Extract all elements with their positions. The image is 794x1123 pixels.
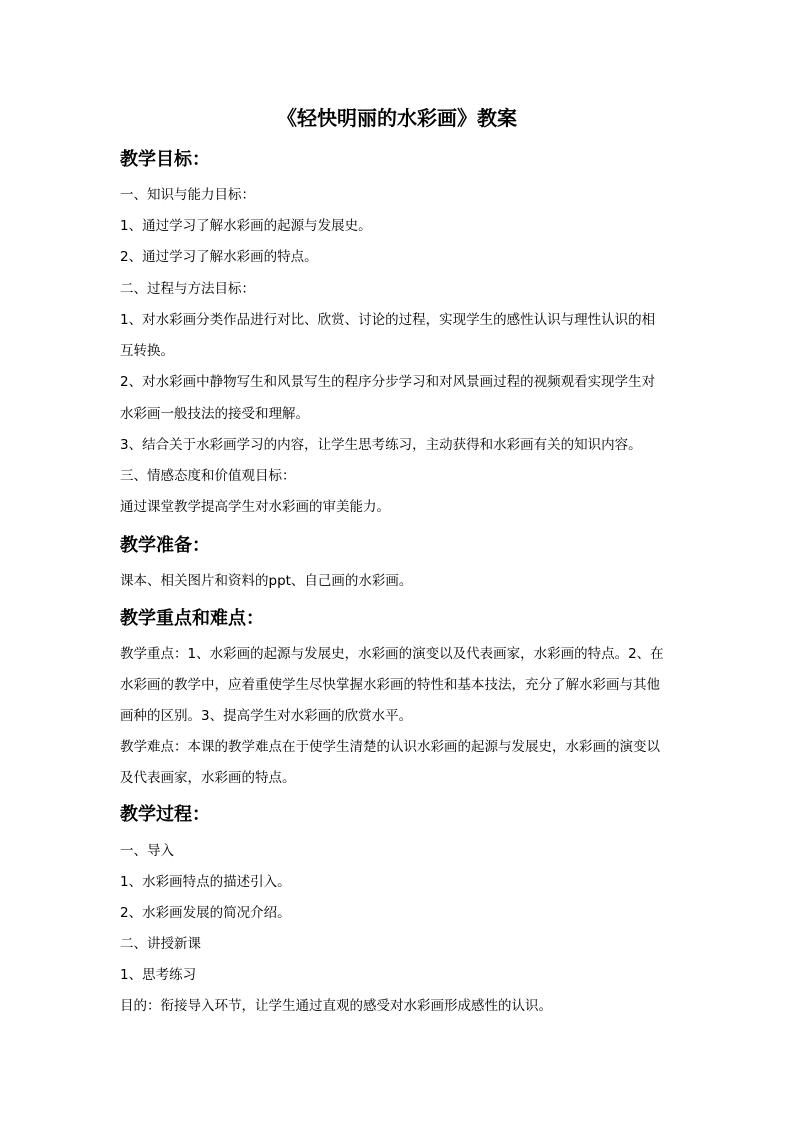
paragraph-line: 一、知识与能力目标： — [120, 187, 255, 203]
paragraph-line: 三、情感态度和价值观目标： — [120, 468, 296, 484]
paragraph-line: 水彩画一般技法的接受和理解。 — [120, 406, 309, 422]
paragraph-line: 一、导入 — [120, 843, 174, 859]
paragraph-line: 2、通过学习了解水彩画的特点。 — [120, 249, 318, 265]
section-heading-objectives: 教学目标： — [120, 149, 210, 170]
document-title: 《轻快明丽的水彩画》教案 — [277, 106, 517, 130]
paragraph-line: 教学重点：1、水彩画的起源与发展史，水彩画的演变以及代表画家，水彩画的特点。2、在 — [120, 646, 664, 662]
paragraph-line: 通过课堂教学提高学生对水彩画的审美能力。 — [120, 499, 390, 515]
paragraph-line: 互转换。 — [120, 343, 174, 359]
paragraph-line: 1、水彩画特点的描述引入。 — [120, 874, 291, 890]
section-heading-keypoints: 教学重点和难点： — [120, 608, 264, 629]
paragraph-line: 及代表画家，水彩画的特点。 — [120, 770, 296, 786]
paragraph-line: 二、讲授新课 — [120, 936, 201, 952]
paragraph-line: 二、过程与方法目标： — [120, 281, 255, 297]
paragraph-line: 2、水彩画发展的简况介绍。 — [120, 905, 291, 921]
paragraph-line: 画种的区别。3、提高学生对水彩画的欣赏水平。 — [120, 708, 413, 724]
paragraph-line: 目的：衔接导入环节，让学生通过直观的感受对水彩画形成感性的认识。 — [120, 998, 552, 1014]
paragraph-line: 1、通过学习了解水彩画的起源与发展史。 — [120, 218, 372, 234]
paragraph-line: 3、结合关于水彩画学习的内容，让学生思考练习，主动获得和水彩画有关的知识内容。 — [120, 437, 642, 453]
section-heading-process: 教学过程： — [120, 804, 210, 825]
paragraph-line: 2、对水彩画中静物写生和风景写生的程序分步学习和对风景画过程的视频观看实现学生对 — [120, 374, 656, 390]
paragraph-line: 1、思考练习 — [120, 967, 197, 983]
paragraph-line: 教学难点：本课的教学难点在于使学生清楚的认识水彩画的起源与发展史，水彩画的演变以 — [120, 739, 660, 755]
section-heading-preparation: 教学准备： — [120, 535, 210, 556]
paragraph-line: 1、对水彩画分类作品进行对比、欣赏、讨论的过程，实现学生的感性认识与理性认识的相 — [120, 312, 656, 328]
paragraph-line: 课本、相关图片和资料的ppt、自己画的水彩画。 — [120, 573, 413, 589]
paragraph-line: 水彩画的教学中，应着重使学生尽快掌握水彩画的特性和基本技法，充分了解水彩画与其他 — [120, 677, 660, 693]
